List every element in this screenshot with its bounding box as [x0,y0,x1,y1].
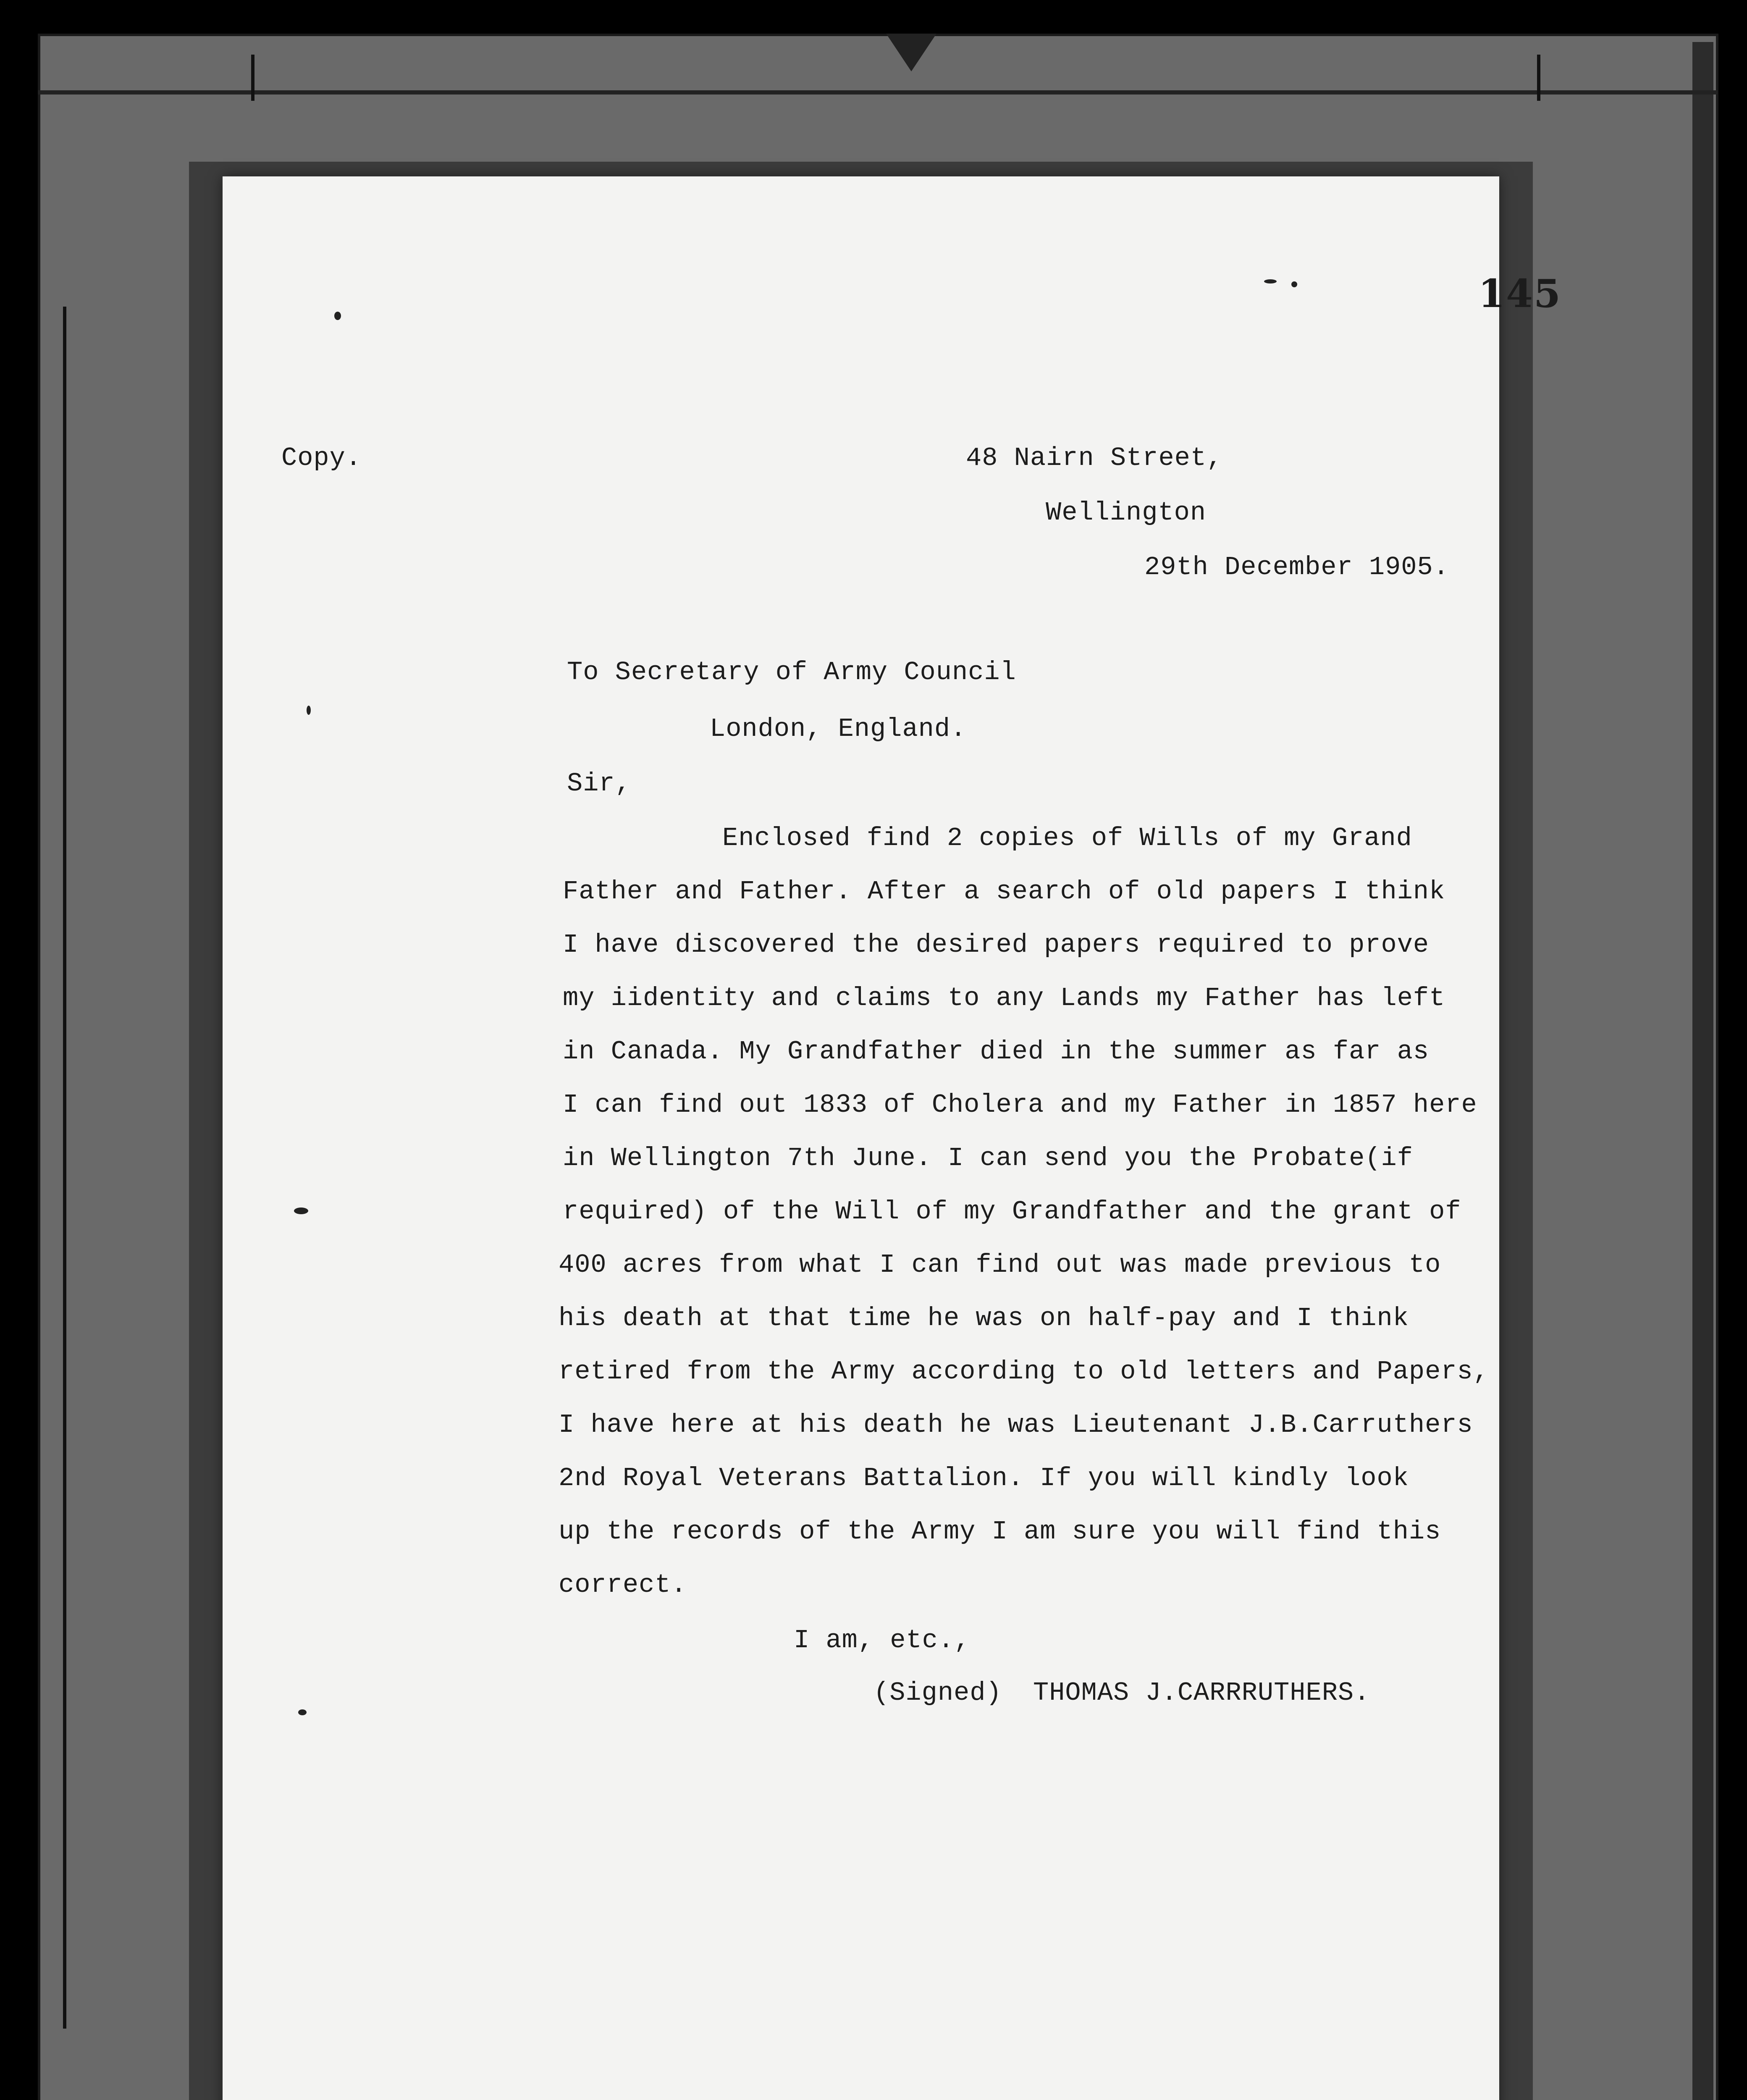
ink-speck [294,1208,308,1214]
ink-speck [298,1709,307,1715]
address-street: 48 Nairn Street, [966,443,1223,473]
body-line: required) of the Will of my Grandfather and the grant of [563,1197,1461,1226]
folio-number: 145 [1478,271,1562,316]
frame-notch [886,34,936,71]
copy-label: Copy. [281,443,362,473]
frame-tick [1537,55,1540,101]
ink-speck [334,312,341,320]
body-line: I have discovered the desired papers required to prove [563,930,1430,960]
signed-label: (Signed) [874,1678,1002,1708]
body-line: my iidentity and claims to any Lands my Father has left [563,983,1445,1013]
letter-date: 29th December 1905. [1144,552,1449,582]
body-line: in Canada. My Grandfather died in the summer as far as [563,1037,1430,1066]
body-line: in Wellington 7th June. I can send you the Probate(if [563,1143,1413,1173]
ink-speck [1291,281,1297,287]
frame-edge [1692,42,1713,2100]
body-line: his death at that time he was on half-pay and I think [559,1303,1409,1333]
body-line: I can find out 1833 of Cholera and my Father in 1857 here [563,1090,1477,1120]
body-line: retired from the Army according to old letters and Papers, [559,1357,1489,1386]
signer-name: THOMAS J.CARRRUTHERS. [1033,1678,1370,1708]
letter-page [223,176,1562,2100]
body-line: Enclosed find 2 copies of Wills of my Grand [722,823,1412,853]
ink-speck [307,706,311,715]
ink-speck [1264,279,1277,284]
recipient-line1: To Secretary of Army Council [567,657,1016,687]
body-line: Father and Father. After a search of old papers I think [563,877,1445,906]
body-line: I have here at his death he was Lieutenant J.B.Carruthers [559,1410,1473,1440]
frame-tick [251,55,254,101]
recipient-line2: London, England. [710,714,967,744]
body-line: 400 acres from what I can find out was made previous to [559,1250,1441,1280]
body-line: up the records of the Army I am sure you will find this [559,1517,1441,1546]
closing: I am, etc., [794,1625,971,1655]
frame-guide-line [63,307,66,2029]
address-city: Wellington [1046,498,1207,528]
body-line: correct. [559,1570,687,1600]
body-line: 2nd Royal Veterans Battalion. If you will kindly look [559,1463,1409,1493]
salutation: Sir, [567,769,631,798]
frame-rail [38,90,1718,94]
